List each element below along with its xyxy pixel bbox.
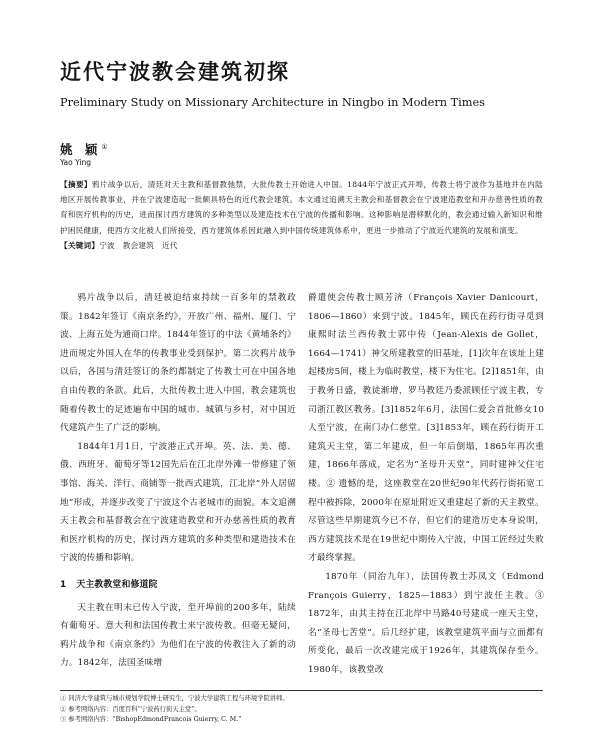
author-name <box>60 140 108 158</box>
body-paragraph: 天主教在明末已传入宁波，至开埠前的200多年，陆续有葡萄牙、意大利和法国传教士来宁波传教。但毫无疑问，鸦片战争和《南京条约》为他们在宁波的传教注入了新的动力。1842年，法国圣味增 <box>60 602 296 669</box>
keywords-text: 宁波 教会建筑 近代 <box>99 240 178 250</box>
body-paragraph: 1844年1月1日，宁波港正式开埠。英、法、美、德、俄、西班牙、葡萄牙等12国先后在江北岸外滩一带修建了领事馆、海关、洋行、商铺等一批西式建筑，江北岸“外人居留地”形成，并逐步改变了宁波这个古老城市的面貌。本文追溯天主教会和基督教会在宁波建造教堂和开办慈善性质的教育和医疗机构的历史，探讨西方建筑的多种类型和建造技术在宁波的传播和影响。 <box>60 441 296 564</box>
footnote-item: ③ 参考网络内容：“BishopEdmondFrancois Guierry, C. M.” <box>60 716 242 723</box>
chinese-title: 近代宁波教会建筑初探 <box>60 60 290 84</box>
english-title: Preliminary Study on Missionary Architecture in Ningbo in Modern Times <box>60 96 485 109</box>
section-title: 天主教教堂和修道院 <box>76 579 158 590</box>
keywords-label: 【关键词】 <box>60 240 100 250</box>
body-paragraph: 爵遣使会传教士顾芳济（François Xavier Danicourt，1806—1860）来到宁波。1845年，顾氏在药行街寻觅到康熙时法兰西传教士郭中传（Jean-Alexis de Gollet，1664—1741）神父所建教堂的旧基址，[1]次年在该址上建起楼房5间，楼上为临时教堂，楼下为住宅。[2]1851年，由于教务日盛，教徒渐增，罗马教廷乃委派顾任宁波主教，专司浙江教区教务。[3]1852年6月，法国仁爱会首批修女10人至宁波，在南门办仁慈堂。[3]1853年，顾在药行街开工建筑天主堂，第二年建成，但一年后倒塌，1865年再次重建，1866年落成，定名为“圣母升天堂”，同时建神父住宅楼。② 遗憾的是，这座教堂在20世纪90年代药行街拓宽工程中被拆除，2000年在原址附近又重建起了新的天主教堂。尽管这些早期建筑今已不存，但它们的建造历史本身说明，西方建筑技术是在19世纪中期传入宁波，中国工匠经过失败才最终掌握。 <box>308 293 544 564</box>
footnote-item: ② 参考网络内容：百度百科“宁波药行街天主堂”。 <box>60 705 201 713</box>
body-paragraph: 1870年（同治九年），法国传教士苏凤文（Edmond François Guierry，1825—1883）到宁波任主教。③ 1872年，由其主持在江北岸中马路40号建成一座天主堂，名“圣母七苦堂”。后几经扩建，该教堂建筑平面与立面都有所变化，最后一次改建完成于1926年，其建筑保存至今。1980年，该教堂改 <box>308 571 544 675</box>
footnote-divider <box>60 690 543 691</box>
author-footnote-mark: ① <box>101 142 108 151</box>
author-pinyin: Yao Ying <box>60 158 92 167</box>
abstract-text: 鸦片战争以后，清廷对天主教和基督教弛禁，大批传教士开始进入中国。1844年宁波正式开埠，传教士将宁波作为基地并在内陆地区开展传教事业，并在宁波建造起一批颇具特色的近代教会建筑。本文通过追溯天主教会和基督教会在宁波建造教堂和开办慈善性质的教育和医疗机构的历史，进而探讨西方建筑的多种类型以及建造技术在宁波的传播和影响。这种影响是潜移默化的，教会通过输入新知识和维护困民健康，使西方文化被人们所接受，西方建筑体系因此融入到中国传统建筑体系中，更进一步推动了宁波近代建筑的发展和演变。 <box>60 180 544 235</box>
footnote-item: ① 同济大学建筑与城市规划学院博士研究生，宁波大学建筑工程与环境学院讲师。 <box>60 695 289 702</box>
abstract <box>60 177 543 253</box>
abstract-label: 【摘要】 <box>60 180 92 189</box>
section-number: 1 <box>60 579 67 590</box>
footnotes <box>60 694 543 726</box>
section-heading <box>60 576 296 595</box>
body-paragraph: 鸦片战争以后，清廷被迫结束持续一百多年的禁教政策。1842年签订《南京条约》，开放广州、福州、厦门、宁波、上海五处为通商口岸。1844年签订的中法《黄埔条约》进而规定外国人在华的传教事业受到保护。第二次鸦片战争以后，各国与清廷签订的条约都制定了传教士可在中国各地自由传教的条款。此后，大批传教士进入中国，教会建筑也随着传教士的足迹遍布中国的城市、城镇与乡村，对中国近代建筑产生了广泛的影响。 <box>60 293 296 434</box>
body-column-right <box>308 289 544 679</box>
body-column-left <box>60 289 296 673</box>
author-name-text: 姚 颖 <box>60 142 102 157</box>
